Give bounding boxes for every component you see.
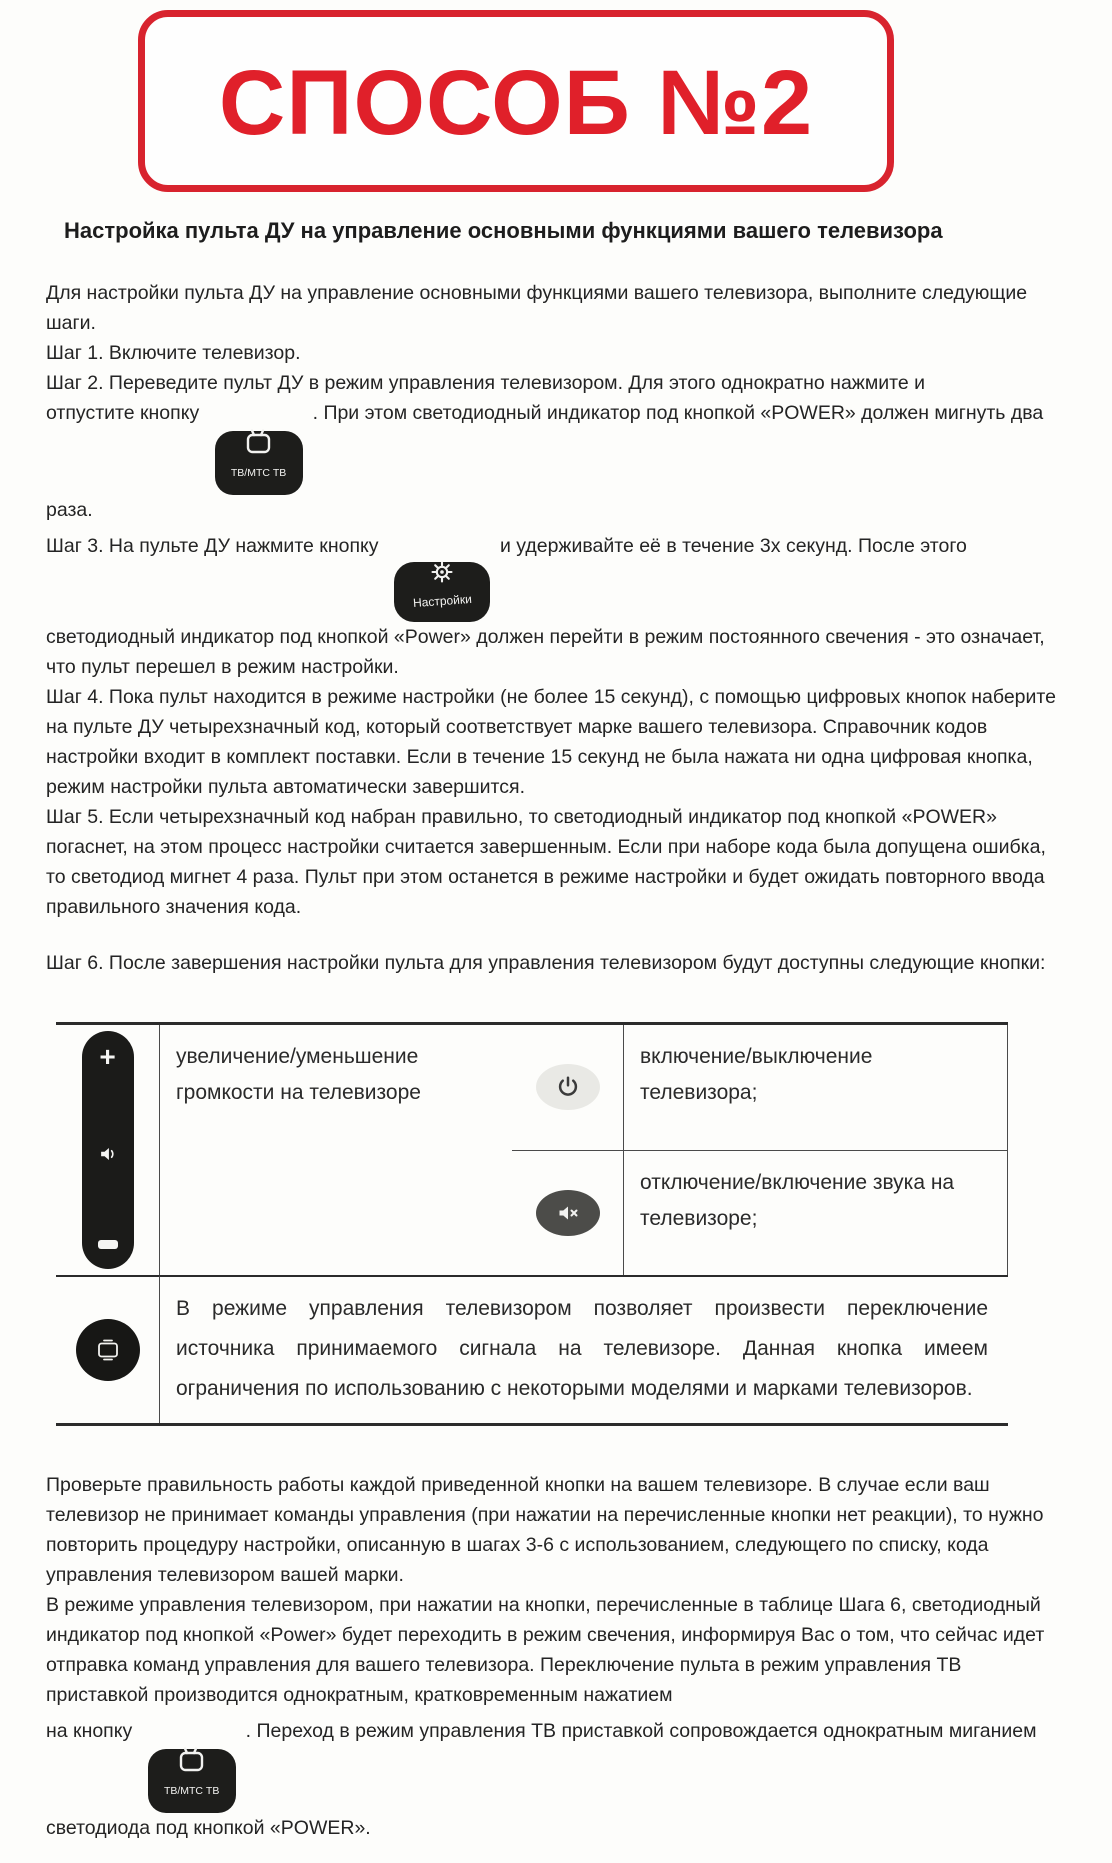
- tv-mts-tv-button: [215, 431, 303, 495]
- tv-icon: [177, 1747, 207, 1773]
- settings-button: [394, 562, 490, 622]
- source-icon: [76, 1319, 140, 1381]
- mute-description: отключение/включение звука на телевизоре;: [624, 1151, 1008, 1276]
- source-description: В режиме управления телевизором позволяет произвести переключение источника принимаемого сигнала на телевизоре. Данная кнопка имеем ограничения по использованию с некоторыми моделями и марками телевизоров.: [160, 1275, 1008, 1423]
- gear-icon: [430, 560, 454, 584]
- source-button-cell: [56, 1275, 160, 1423]
- tv-mts-tv-button-bottom: [148, 1749, 236, 1813]
- step6-paragraph: Шаг 6. После завершения настройки пульта для управления телевизором будут доступны следующие кнопки:: [46, 952, 1046, 974]
- method-banner-text: СПОСОБ №2: [218, 51, 814, 154]
- page-title: Настройка пульта ДУ на управление основными функциями вашего телевизора: [64, 218, 943, 243]
- step2-text-before: отпустите кнопку: [46, 402, 205, 424]
- step2-line2: [46, 398, 1066, 525]
- step3-text-after: и удерживайте её в течение 3х секунд. После этого светодиодный индикатор под кнопкой «Power» должен перейти в режим постоянного свечения - это означает, что пульт перешел в режим настройки.: [46, 535, 1045, 678]
- volume-plus-icon: +: [99, 1041, 116, 1072]
- speaker-icon: [97, 1143, 119, 1165]
- step6-buttons-table: [56, 1022, 1008, 1426]
- outro-paragraph-1: Проверьте правильность работы каждой приведенной кнопки на вашем телевизоре. В случае если ваш телевизор не принимает команды управления (при нажатии на перечисленные кнопки нет реакции), то нужно повторить процедуру настройки, описанную в шагах 3-6 с использованием, следующего по списку, кода управления телевизором вашей марки.: [46, 1474, 1044, 1586]
- volume-description: увеличение/уменьшение громкости на телевизоре: [176, 1045, 421, 1104]
- power-icon: [536, 1064, 600, 1110]
- outro3-text-before: на кнопку: [46, 1720, 138, 1742]
- step5-paragraph: Шаг 5. Если четырехзначный код набран правильно, то светодиодный индикатор под кнопкой «POWER» погаснет, на этом процесс настройки считается завершенным. Если при наборе кода была допущена ошибка, то светодиод мигнет 4 раза. Пульт при этом останется в режиме настройки и будет ожидать повторного ввода правильного значения кода.: [46, 806, 1046, 918]
- step1-paragraph: Шаг 1. Включите телевизор.: [46, 342, 301, 364]
- power-description: включение/выключение телевизора;: [624, 1025, 1008, 1151]
- volume-rocker: [82, 1031, 134, 1269]
- outro3-text-after: . Переход в режим управления ТВ приставкой сопровождается однократным миганием светодиода под кнопкой «POWER».: [46, 1720, 1037, 1839]
- step2-text-after: . При этом светодиодный индикатор под кнопкой «POWER» должен мигнуть два раза.: [46, 402, 1044, 521]
- tv-mts-tv-button-label: ТВ/МТС ТВ: [230, 467, 287, 479]
- outro-paragraph-3: [46, 1716, 1066, 1843]
- outro-paragraph-2: В режиме управления телевизором, при нажатии на кнопки, перечисленные в таблице Шага 6, светодиодный индикатор под кнопкой «Power» будет переходить в режим свечения, информируя Вас о том, что сейчас идет отправка команд управления для вашего телевизора. Переключение пульта в режим управления ТВ приставкой производится однократным, кратковременным нажатием: [46, 1594, 1045, 1706]
- settings-button-label: Настройки: [412, 591, 472, 611]
- method-banner: [138, 10, 894, 192]
- step3-text-before: Шаг 3. На пульте ДУ нажмите кнопку: [46, 535, 384, 557]
- volume-rocker-cell: [56, 1025, 160, 1275]
- step3-paragraph: [46, 531, 1066, 682]
- mute-button-cell: [512, 1151, 624, 1276]
- power-button-cell: [512, 1025, 624, 1151]
- tv-icon: [244, 429, 274, 455]
- intro-paragraph: Для настройки пульта ДУ на управление основными функциями вашего телевизора, выполните следующие шаги.: [46, 282, 1028, 334]
- step4-paragraph: Шаг 4. Пока пульт находится в режиме настройки (не более 15 секунд), с помощью цифровых кнопок наберите на пульте ДУ четырехзначный код, который соответствует марке вашего телевизора. Справочник кодов настройки входит в комплект поставки. Если в течение 15 секунд не была нажата ни одна цифровая кнопка, режим настройки пульта автоматически завершится.: [46, 686, 1056, 798]
- tv-mts-tv-button-label: ТВ/МТС ТВ: [163, 1785, 220, 1797]
- mute-icon: [536, 1190, 600, 1236]
- step2-line1: Шаг 2. Переведите пульт ДУ в режим управления телевизором. Для этого однократно нажмите и: [46, 372, 925, 394]
- volume-minus-icon: [98, 1240, 118, 1249]
